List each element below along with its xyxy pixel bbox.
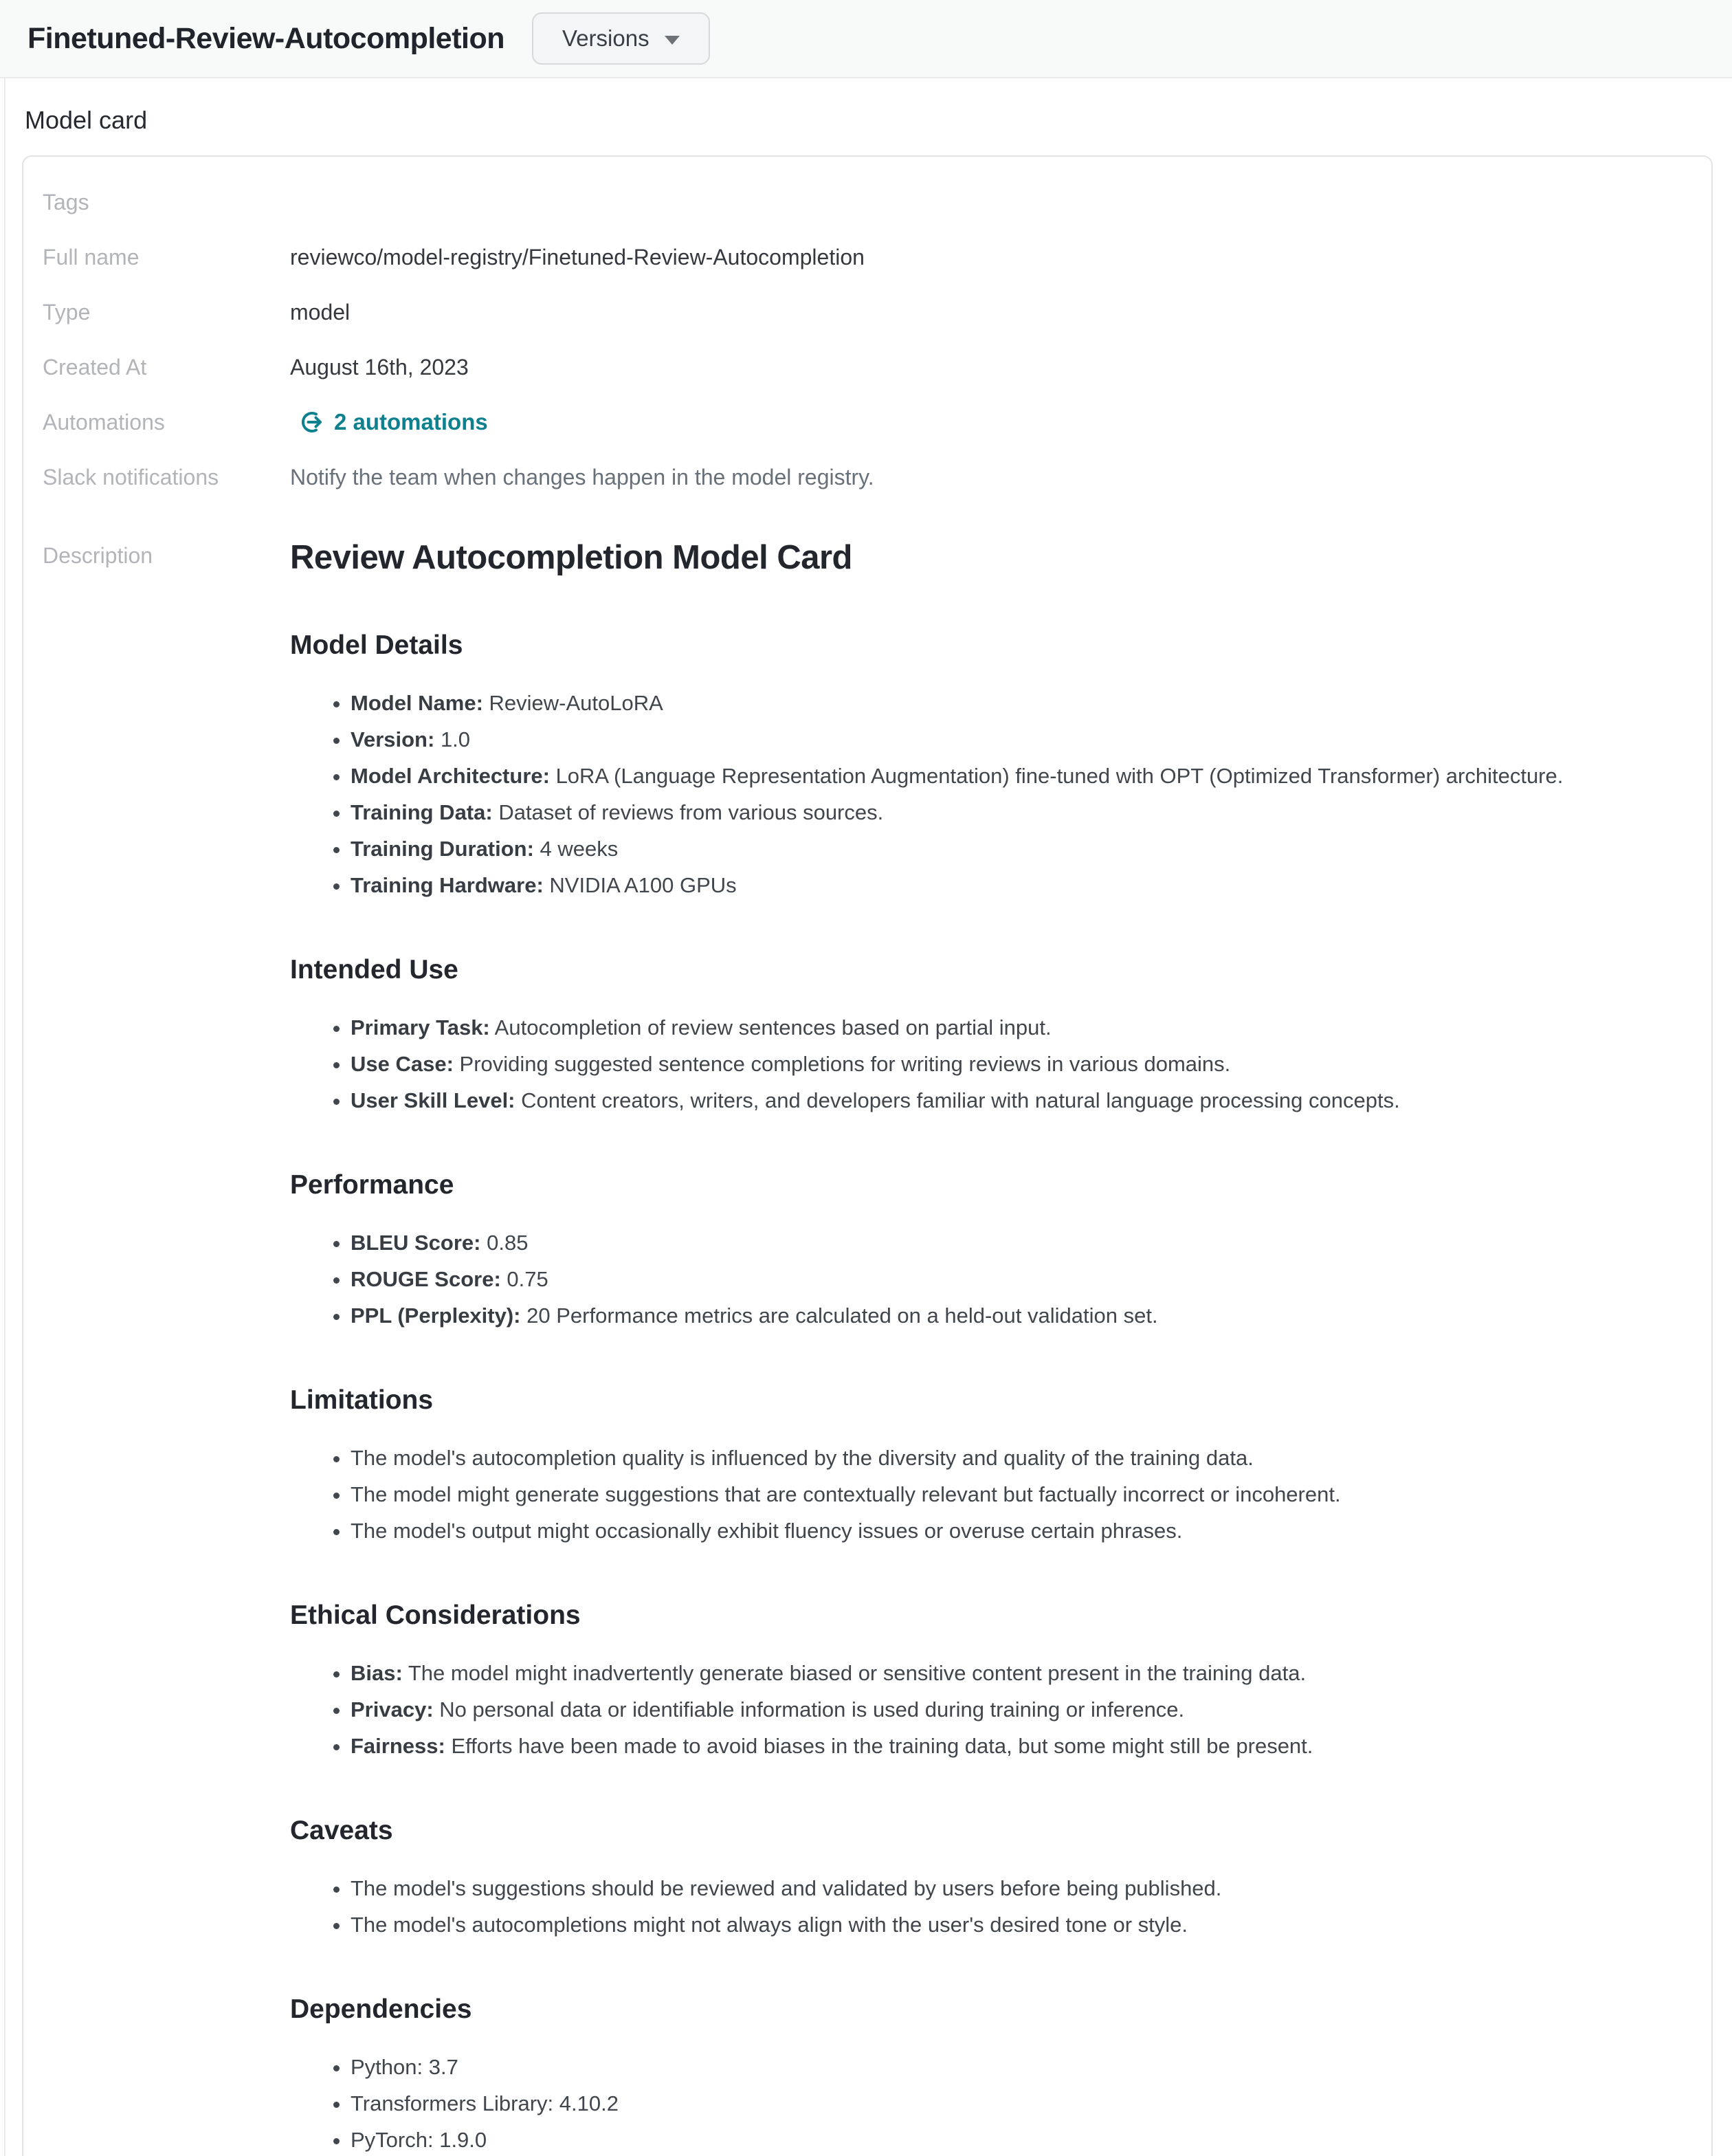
md-section-heading: Caveats (290, 1816, 393, 1845)
md-section-heading: Limitations (290, 1385, 434, 1415)
slack-notifications-value: Notify the team when changes happen in the model registry. (290, 464, 874, 490)
md-list-item: • BLEU Score: 0.85 (351, 1224, 1674, 1261)
md-section-heading: Intended Use (290, 955, 458, 984)
md-list (290, 1870, 1674, 1943)
automations-link[interactable] (298, 409, 488, 435)
markdown-body (290, 534, 1688, 2156)
tags-label: Tags (43, 189, 89, 214)
meta-row-automations (43, 395, 1688, 450)
md-list-item: • ROUGE Score: 0.75 (351, 1261, 1674, 1297)
tags-input-area[interactable] (290, 188, 1688, 216)
md-list-item: • Training Hardware: NVIDIA A100 GPUs (351, 867, 1674, 903)
left-rail-divider (4, 78, 5, 2156)
description-label: Description (43, 543, 153, 568)
automation-icon (298, 409, 324, 435)
md-list (290, 2049, 1674, 2156)
md-list-item: • Fairness: Efforts have been made to avoid biases in the training data, but some might still be present. (351, 1728, 1674, 1764)
md-list-item: • Version: 1.0 (351, 721, 1674, 758)
md-list-item: • The model's output might occasionally exhibit fluency issues or overuse certain phrases. (351, 1512, 1674, 1549)
automations-link-label: 2 automations (334, 409, 488, 434)
md-list (290, 1009, 1674, 1119)
main-content (0, 106, 1732, 2156)
automations-label: Automations (43, 409, 165, 434)
md-item-bold-label: Bias: (351, 1661, 403, 1685)
slack-notifications-label: Slack notifications (43, 464, 219, 490)
md-list-item: • PPL (Perplexity): 20 Performance metrics are calculated on a held-out validation set. (351, 1297, 1674, 1334)
md-list-item: • PyTorch: 1.9.0 (351, 2122, 1674, 2156)
md-section-heading: Performance (290, 1170, 454, 1200)
model-card-panel (22, 155, 1713, 2156)
md-list-item: • Primary Task: Autocompletion of review sentences based on partial input. (351, 1009, 1674, 1046)
md-section-heading: Ethical Considerations (290, 1600, 581, 1630)
type-label: Type (43, 299, 91, 324)
md-list (290, 685, 1674, 903)
md-list-item: • Bias: The model might inadvertently generate biased or sensitive content present in the training data. (351, 1655, 1674, 1691)
md-section-heading: Dependencies (290, 1994, 472, 2024)
md-item-bold-label: PPL (Perplexity): (351, 1304, 521, 1328)
md-item-bold-label: Training Data: (351, 800, 493, 824)
md-item-bold-label: Training Hardware: (351, 873, 544, 897)
md-item-bold-label: Training Duration: (351, 837, 534, 861)
md-list-item: • Use Case: Providing suggested sentence completions for writing reviews in various domains. (351, 1046, 1674, 1082)
md-title: Review Autocompletion Model Card (290, 539, 852, 576)
md-item-bold-label: User Skill Level: (351, 1088, 515, 1112)
type-value: model (290, 299, 351, 324)
md-item-bold-label: Version: (351, 727, 435, 751)
md-list-item: • Transformers Library: 4.10.2 (351, 2085, 1674, 2122)
versions-button[interactable] (532, 12, 710, 65)
meta-row-slack-notifications (43, 450, 1688, 505)
meta-row-tags (43, 175, 1688, 230)
md-list-item: • The model's autocompletion quality is influenced by the diversity and quality of the training data. (351, 1440, 1674, 1476)
meta-row-type (43, 285, 1688, 340)
created-at-label: Created At (43, 354, 147, 380)
versions-button-label: Versions (562, 25, 650, 51)
page-header (0, 0, 1732, 78)
model-card-section-label: Model card (25, 106, 148, 134)
md-item-bold-label: Model Name: (351, 691, 483, 715)
md-list (290, 1224, 1674, 1334)
page-title: Finetuned-Review-Autocompletion (27, 21, 504, 55)
caret-down-icon (665, 36, 680, 45)
md-list-item: • The model's suggestions should be reviewed and validated by users before being published. (351, 1870, 1674, 1906)
md-item-bold-label: Use Case: (351, 1052, 454, 1076)
meta-row-full-name (43, 230, 1688, 285)
md-item-bold-label: Model Architecture: (351, 764, 550, 788)
full-name-value: reviewco/model-registry/Finetuned-Review-Autocompletion (290, 244, 865, 270)
meta-row-created-at (43, 340, 1688, 395)
md-list-item: • Model Architecture: LoRA (Language Representation Augmentation) fine-tuned with OPT (Optimized Transformer) architecture. (351, 758, 1674, 794)
md-item-bold-label: BLEU Score: (351, 1231, 481, 1255)
md-list-item: • The model's autocompletions might not always align with the user's desired tone or style. (351, 1906, 1674, 1943)
full-name-label: Full name (43, 244, 140, 270)
md-item-bold-label: ROUGE Score: (351, 1267, 501, 1291)
md-list (290, 1655, 1674, 1764)
md-item-bold-label: Fairness: (351, 1734, 445, 1758)
md-item-bold-label: Privacy: (351, 1697, 434, 1722)
created-at-value: August 16th, 2023 (290, 354, 469, 380)
md-section-heading: Model Details (290, 630, 463, 660)
description-row (43, 534, 1688, 2156)
md-list-item: • Training Duration: 4 weeks (351, 830, 1674, 867)
md-list-item: • The model might generate suggestions that are contextually relevant but factually incorrect or incoherent. (351, 1476, 1674, 1512)
md-list-item: • Training Data: Dataset of reviews from various sources. (351, 794, 1674, 830)
md-item-bold-label: Primary Task: (351, 1015, 490, 1040)
md-list-item: • Model Name: Review-AutoLoRA (351, 685, 1674, 721)
md-list-item: • Privacy: No personal data or identifiable information is used during training or inference. (351, 1691, 1674, 1728)
md-list-item: • Python: 3.7 (351, 2049, 1674, 2085)
md-list (290, 1440, 1674, 1549)
md-list-item: • User Skill Level: Content creators, writers, and developers familiar with natural language processing concepts. (351, 1082, 1674, 1119)
